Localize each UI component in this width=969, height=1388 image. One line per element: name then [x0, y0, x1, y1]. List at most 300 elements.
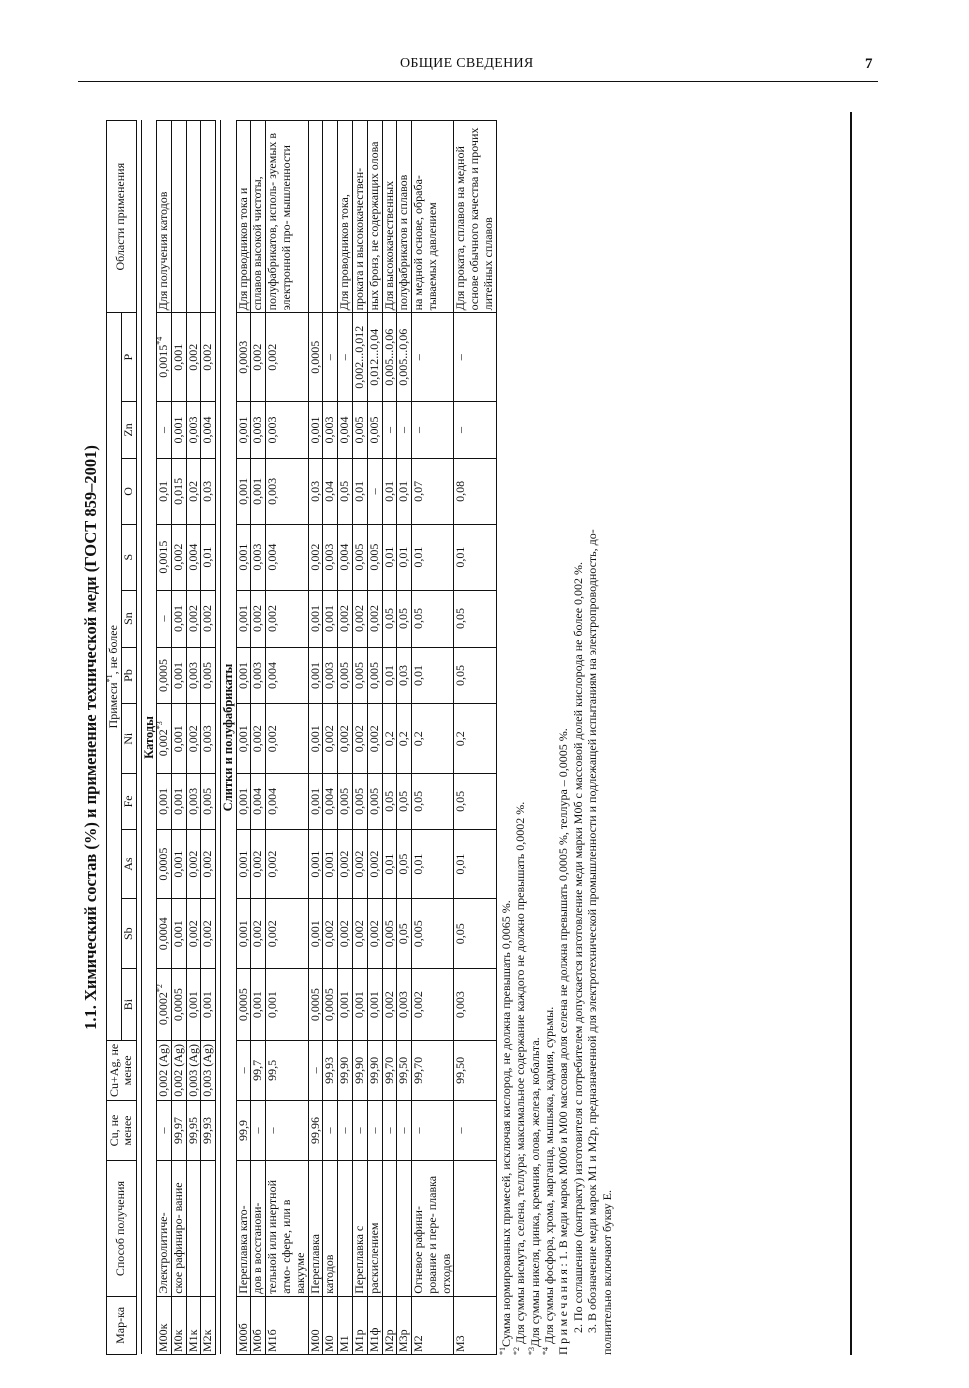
table-row: [308, 121, 323, 1355]
cell-o: 0,01: [382, 458, 397, 524]
cell-bi: 0,001: [338, 968, 353, 1040]
cell-zn: 0,003: [186, 401, 201, 458]
cell-s: 0,001: [236, 524, 251, 590]
cell-sb: 0,002: [338, 899, 353, 969]
cell-zn: –: [454, 401, 496, 458]
cell-cuag: 0,002 (Ag): [156, 1041, 171, 1100]
cell-cu: –: [266, 1100, 308, 1161]
cell-ni: 0,002: [266, 704, 308, 774]
cell-application: Для получения катодов: [156, 121, 171, 313]
running-header-title: ОБЩИЕ СВЕДЕНИЯ: [400, 56, 534, 71]
cell-s: 0,004: [266, 524, 308, 590]
cell-o: –: [367, 458, 382, 524]
cell-cu: –: [454, 1100, 496, 1161]
cell-cuag: 99,70: [382, 1041, 397, 1100]
cell-cu: 99,93: [201, 1100, 216, 1161]
cell-as: 0,01: [382, 829, 397, 899]
cell-sn: 0,002: [352, 590, 367, 647]
remark-3-continuation: полнительно включают букву Е.: [599, 1189, 614, 1355]
table-row: [266, 121, 308, 1355]
cell-cu: –: [338, 1100, 353, 1161]
cell-cuag: 99,90: [352, 1041, 367, 1100]
cell-mark: М1: [338, 1296, 353, 1354]
cell-fe: 0,004: [266, 774, 308, 830]
cell-ni: 0,002: [338, 704, 353, 774]
cell-zn: 0,003: [266, 401, 308, 458]
cell-cuag: 0,003 (Ag): [186, 1041, 201, 1100]
cell-fe: 0,05: [397, 774, 412, 830]
cell-as: 0,01: [412, 829, 454, 899]
cell-sn: 0,002: [186, 590, 201, 647]
footnote-mark: *4: [541, 1347, 551, 1355]
cell-application: Для проводников тока и: [236, 121, 251, 313]
footnote-text: Для суммы никеля, цинка, кремния, олова, железа, кобальта.: [527, 1037, 542, 1347]
cell-mark: М2р: [382, 1296, 397, 1354]
cell-bi: 0,001: [201, 968, 216, 1040]
table-row: [201, 121, 216, 1355]
cell-ni: 0,002: [352, 704, 367, 774]
table-row: [236, 121, 251, 1355]
cell-zn: 0,003: [323, 401, 338, 458]
cell-fe: 0,005: [338, 774, 353, 830]
cell-pb: 0,001: [171, 647, 186, 704]
cell-p: –: [454, 313, 496, 402]
cell-fe: 0,004: [251, 774, 266, 830]
table-row: [412, 121, 454, 1355]
cell-mark: М1б: [266, 1296, 308, 1354]
page-number: 7: [865, 56, 873, 72]
cell-ni: 0,002: [251, 704, 266, 774]
cell-application: Для высококачественных: [382, 121, 397, 313]
cell-sb: 0,002: [201, 899, 216, 969]
footnote-mark: *4: [154, 336, 164, 345]
cell-bi: 0,0005: [171, 968, 186, 1040]
cell-o: 0,015: [171, 458, 186, 524]
cell-application: полуфабрикатов и сплавов: [397, 121, 412, 313]
cell-ni: 0,2: [454, 704, 496, 774]
cell-pb: 0,005: [352, 647, 367, 704]
cell-application: ных бронз, не содержащих олова: [367, 121, 382, 313]
cell-method: [338, 1161, 353, 1296]
footnote-mark: *3: [154, 721, 164, 730]
footnote: [528, 120, 542, 1355]
cell-pb: 0,005: [338, 647, 353, 704]
cell-mark: М0: [323, 1296, 338, 1354]
cell-bi: 0,001: [367, 968, 382, 1040]
cell-cu: –: [367, 1100, 382, 1161]
element-header-as: As: [121, 829, 136, 899]
header-cuag: Cu+Ag, не менее: [107, 1041, 137, 1100]
cell-pb: 0,005: [201, 647, 216, 704]
cell-s: 0,01: [382, 524, 397, 590]
cell-bi: 0,003: [454, 968, 496, 1040]
cell-bi: 0,001: [266, 968, 308, 1040]
cell-sb: 0,002: [367, 899, 382, 969]
cell-mark: М00б: [236, 1296, 251, 1354]
impurities-label: Примеси: [106, 682, 120, 729]
cell-sb: 0,002: [251, 899, 266, 969]
cell-sn: 0,002: [251, 590, 266, 647]
cell-bi: 0,001: [352, 968, 367, 1040]
cell-ni: 0,002: [367, 704, 382, 774]
table-row: [352, 121, 367, 1355]
cell-as: 0,002: [251, 829, 266, 899]
element-header-sn: Sn: [121, 590, 136, 647]
cell-fe: 0,05: [412, 774, 454, 830]
cell-fe: 0,005: [367, 774, 382, 830]
section-title-row: [221, 121, 236, 1355]
cell-sb: 0,0004: [156, 899, 171, 969]
cell-o: 0,01: [397, 458, 412, 524]
cell-method: Переплавка като-: [236, 1161, 251, 1296]
cell-bi: 0,002: [412, 968, 454, 1040]
cell-o: 0,001: [236, 458, 251, 524]
section-title: Катоды: [141, 121, 156, 1355]
cell-sn: 0,05: [454, 590, 496, 647]
cell-o: 0,003: [266, 458, 308, 524]
cell-sb: 0,002: [352, 899, 367, 969]
cell-s: 0,002: [171, 524, 186, 590]
cell-p: 0,002: [266, 313, 308, 402]
page-bottom-rule: [850, 112, 852, 1355]
cell-cu: 99,9: [236, 1100, 251, 1161]
cell-mark: М1к: [186, 1296, 201, 1354]
cell-pb: 0,003: [251, 647, 266, 704]
cell-as: 0,01: [454, 829, 496, 899]
cell-as: 0,001: [308, 829, 323, 899]
cell-application: [201, 121, 216, 313]
cell-zn: 0,005: [367, 401, 382, 458]
cell-bi: 0,0002$^{*2}$: [156, 968, 171, 1040]
cell-p: 0,005...0,06: [382, 313, 397, 402]
cell-cuag: 0,002 (Ag): [171, 1041, 186, 1100]
cell-ni: 0,2: [397, 704, 412, 774]
cell-method: дов в восстанови-: [251, 1161, 266, 1296]
cell-s: 0,002: [308, 524, 323, 590]
cell-method: Переплавка: [308, 1161, 323, 1296]
table-row: [323, 121, 338, 1355]
cell-fe: 0,005: [201, 774, 216, 830]
cell-ni: 0,2: [382, 704, 397, 774]
cell-mark: М3р: [397, 1296, 412, 1354]
cell-cu: 99,95: [186, 1100, 201, 1161]
table-body: [136, 121, 496, 1355]
cell-s: 0,005: [367, 524, 382, 590]
cell-bi: 0,0005: [236, 968, 251, 1040]
cell-s: 0,0015: [156, 524, 171, 590]
cell-zn: 0,004: [201, 401, 216, 458]
footnote: [499, 120, 513, 1355]
element-header-p: P: [121, 313, 136, 402]
cell-sb: 0,005: [412, 899, 454, 969]
cell-o: 0,04: [323, 458, 338, 524]
element-header-s: S: [121, 524, 136, 590]
cell-fe: 0,001: [236, 774, 251, 830]
header-rule: [78, 81, 878, 82]
cell-sb: 0,005: [382, 899, 397, 969]
cell-application: [186, 121, 201, 313]
cell-bi: 0,001: [251, 968, 266, 1040]
header-cu: Cu, не менее: [107, 1100, 137, 1161]
cell-application: Для проводников тока,: [338, 121, 353, 313]
cell-pb: 0,001: [308, 647, 323, 704]
cell-p: 0,001: [171, 313, 186, 402]
table-caption: 1.1. Химический состав (%) и применение технической меди (ГОСТ 859–2001): [81, 445, 100, 1030]
header-application: Области применения: [107, 121, 137, 313]
cell-pb: 0,005: [367, 647, 382, 704]
cell-ni: 0,001: [308, 704, 323, 774]
cell-zn: 0,005: [352, 401, 367, 458]
element-header-pb: Pb: [121, 647, 136, 704]
footnote-mark: *2: [512, 1347, 522, 1355]
table-row: [367, 121, 382, 1355]
cell-cuag: 0,003 (Ag): [201, 1041, 216, 1100]
cell-pb: 0,004: [266, 647, 308, 704]
cell-cu: 99,97: [171, 1100, 186, 1161]
cell-sn: 0,002: [338, 590, 353, 647]
cell-sb: 0,001: [308, 899, 323, 969]
table-row: [171, 121, 186, 1355]
cell-method: [201, 1161, 216, 1296]
cell-cu: 99,96: [308, 1100, 323, 1161]
cell-bi: 0,003: [397, 968, 412, 1040]
cell-pb: 0,003: [323, 647, 338, 704]
cell-zn: 0,001: [308, 401, 323, 458]
footnote-mark: *1: [497, 1347, 507, 1355]
cell-ni: 0,002: [323, 704, 338, 774]
cell-application: [308, 121, 323, 313]
cell-s: 0,005: [352, 524, 367, 590]
cell-application: на медной основе, обраба- тываемых давлением: [412, 121, 454, 313]
cell-application: [171, 121, 186, 313]
cell-as: 0,002: [338, 829, 353, 899]
cell-cuag: 99,50: [454, 1041, 496, 1100]
cell-sn: 0,05: [397, 590, 412, 647]
cell-p: –: [338, 313, 353, 402]
cell-as: 0,05: [397, 829, 412, 899]
cell-zn: –: [412, 401, 454, 458]
impurities-suffix: , не более: [106, 625, 120, 675]
cell-p: –: [323, 313, 338, 402]
cell-cu: –: [412, 1100, 454, 1161]
cell-sn: 0,001: [308, 590, 323, 647]
table-notes: [499, 120, 614, 1355]
cell-bi: 0,001: [186, 968, 201, 1040]
cell-ni: 0,003: [201, 704, 216, 774]
cell-as: 0,001: [323, 829, 338, 899]
cell-sn: 0,05: [382, 590, 397, 647]
table-row: [338, 121, 353, 1355]
cell-bi: 0,002: [382, 968, 397, 1040]
footnote-text: Для суммы фосфора, хрома, марганца, мышьяка, кадмия, сурьмы.: [542, 1006, 557, 1347]
cell-pb: 0,001: [236, 647, 251, 704]
cell-p: 0,012...0,04: [367, 313, 382, 402]
table-row: [186, 121, 201, 1355]
cell-o: 0,05: [338, 458, 353, 524]
cell-sn: 0,001: [236, 590, 251, 647]
impurities-footnote-mark: *1: [105, 674, 114, 683]
footnote: [542, 120, 556, 1355]
cell-as: 0,002: [352, 829, 367, 899]
remarks-label: Примечания: [556, 1266, 571, 1355]
cell-mark: М00: [308, 1296, 323, 1354]
cell-method: [397, 1161, 412, 1296]
cell-mark: М0к: [171, 1296, 186, 1354]
cell-application: полуфабрикатов, исполь- зуемых в электронной про- мышленности: [266, 121, 308, 313]
cell-fe: 0,001: [308, 774, 323, 830]
cell-fe: 0,001: [171, 774, 186, 830]
cell-zn: 0,001: [236, 401, 251, 458]
section-title: Слитки и полуфабрикаты: [221, 121, 236, 1355]
table-row: [454, 121, 496, 1355]
cell-cuag: 99,50: [397, 1041, 412, 1100]
cell-as: 0,0005: [156, 829, 171, 899]
header-impurities: [107, 313, 122, 1041]
cell-cu: –: [156, 1100, 171, 1161]
element-header-fe: Fe: [121, 774, 136, 830]
cell-sb: 0,002: [323, 899, 338, 969]
cell-sb: 0,001: [236, 899, 251, 969]
cell-as: 0,001: [171, 829, 186, 899]
cell-s: 0,01: [454, 524, 496, 590]
cell-fe: 0,05: [382, 774, 397, 830]
cell-pb: 0,03: [397, 647, 412, 704]
cell-sn: 0,001: [323, 590, 338, 647]
cell-p: 0,002: [201, 313, 216, 402]
cell-sb: 0,05: [397, 899, 412, 969]
cell-zn: –: [397, 401, 412, 458]
cell-ni: 0,001: [171, 704, 186, 774]
cell-sb: 0,002: [186, 899, 201, 969]
cell-mark: М2: [412, 1296, 454, 1354]
cell-p: –: [412, 313, 454, 402]
cell-sb: 0,001: [171, 899, 186, 969]
footnote-text: Сумма нормированных примесей, исключая кислород, не должна превышать 0,0065 %.: [498, 900, 513, 1347]
cell-ni: 0,2: [412, 704, 454, 774]
element-header-o: O: [121, 458, 136, 524]
cell-method: Электролитиче-: [156, 1161, 171, 1296]
cell-sn: 0,002: [367, 590, 382, 647]
cell-application: проката и высококачествен-: [352, 121, 367, 313]
cell-fe: 0,005: [352, 774, 367, 830]
footnote: [513, 120, 527, 1355]
cell-sn: 0,002: [201, 590, 216, 647]
cell-mark: М2к: [201, 1296, 216, 1354]
cell-fe: 0,003: [186, 774, 201, 830]
cell-ni: 0,001: [236, 704, 251, 774]
footnote-text: Для суммы висмута, селена, теллура; максимальное содержание каждого не должно превышать 0,0002 %.: [513, 801, 528, 1347]
table-row: [397, 121, 412, 1355]
cell-pb: 0,003: [186, 647, 201, 704]
cell-o: 0,01: [156, 458, 171, 524]
cell-zn: 0,004: [338, 401, 353, 458]
cell-o: 0,01: [352, 458, 367, 524]
cell-fe: 0,001: [156, 774, 171, 830]
cell-mark: М3: [454, 1296, 496, 1354]
cell-as: 0,002: [367, 829, 382, 899]
cell-zn: 0,001: [171, 401, 186, 458]
element-header-bi: Bi: [121, 968, 136, 1040]
cell-pb: 0,0005: [156, 647, 171, 704]
cell-p: 0,002: [186, 313, 201, 402]
cell-as: 0,002: [266, 829, 308, 899]
cell-cu: –: [251, 1100, 266, 1161]
cell-cuag: 99,90: [338, 1041, 353, 1100]
section-title-row: [141, 121, 156, 1355]
cell-zn: –: [382, 401, 397, 458]
footnotes: [499, 120, 557, 1355]
cell-method: [186, 1161, 201, 1296]
cell-fe: 0,004: [323, 774, 338, 830]
header-method: Способ получения: [107, 1161, 137, 1296]
cell-sn: 0,001: [171, 590, 186, 647]
cell-cu: –: [382, 1100, 397, 1161]
cell-o: 0,001: [251, 458, 266, 524]
cell-pb: 0,01: [382, 647, 397, 704]
table-head: [107, 121, 137, 1355]
cell-as: 0,001: [236, 829, 251, 899]
cell-p: 0,002: [251, 313, 266, 402]
cell-s: 0,004: [338, 524, 353, 590]
cell-cuag: 99,70: [412, 1041, 454, 1100]
cell-method: [382, 1161, 397, 1296]
cell-fe: 0,05: [454, 774, 496, 830]
cell-pb: 0,05: [454, 647, 496, 704]
cell-s: 0,01: [201, 524, 216, 590]
cell-method: Переплавка с: [352, 1161, 367, 1296]
table-row: [156, 121, 171, 1355]
table-row: [382, 121, 397, 1355]
cell-sb: 0,002: [266, 899, 308, 969]
cell-sb: 0,05: [454, 899, 496, 969]
cell-p: 0,0003: [236, 313, 251, 402]
cell-method: [454, 1161, 496, 1296]
element-header-zn: Zn: [121, 401, 136, 458]
cell-bi: 0,0005: [308, 968, 323, 1040]
cell-s: 0,004: [186, 524, 201, 590]
composition-table: [106, 120, 497, 1355]
cell-o: 0,08: [454, 458, 496, 524]
cell-application: [323, 121, 338, 313]
cell-method: Огневое рафини- рование и пере- плавка отходов: [412, 1161, 454, 1296]
cell-o: 0,07: [412, 458, 454, 524]
cell-p: 0,0015$^{*4}$: [156, 313, 171, 402]
cell-cuag: 99,5: [266, 1041, 308, 1100]
cell-mark: М0б: [251, 1296, 266, 1354]
cell-cuag: –: [236, 1041, 251, 1100]
cell-sn: 0,05: [412, 590, 454, 647]
element-header-ni: Ni: [121, 704, 136, 774]
cell-cu: –: [352, 1100, 367, 1161]
cell-s: 0,003: [251, 524, 266, 590]
cell-cuag: 99,90: [367, 1041, 382, 1100]
remark-3: 3. В обозначение меди марок М1 и М2р, предназначенной для электротехнической промышленности и подлежащей испытаниям на электропроводность, до-: [585, 529, 600, 1333]
cell-application: сплавов высокой чистоты,: [251, 121, 266, 313]
cell-bi: 0,0005: [323, 968, 338, 1040]
cell-method: тельной или инертной атмо- сфере, или в вакууме: [266, 1161, 308, 1296]
cell-as: 0,002: [201, 829, 216, 899]
cell-pb: 0,01: [412, 647, 454, 704]
cell-p: 0,005...0,06: [397, 313, 412, 402]
footnote-mark: *3: [526, 1347, 536, 1355]
cell-sn: 0,002: [266, 590, 308, 647]
cell-as: 0,002: [186, 829, 201, 899]
cell-cuag: 99,93: [323, 1041, 338, 1100]
cell-mark: М00к: [156, 1296, 171, 1354]
cell-ni: 0,002$^{*3}$: [156, 704, 171, 774]
cell-mark: М1ф: [367, 1296, 382, 1354]
remark-1: : 1. В меди марок М00б и М00 массовая доля селена не должна превышать 0,0005 %, теллура – 0,0005 %.: [556, 728, 571, 1267]
